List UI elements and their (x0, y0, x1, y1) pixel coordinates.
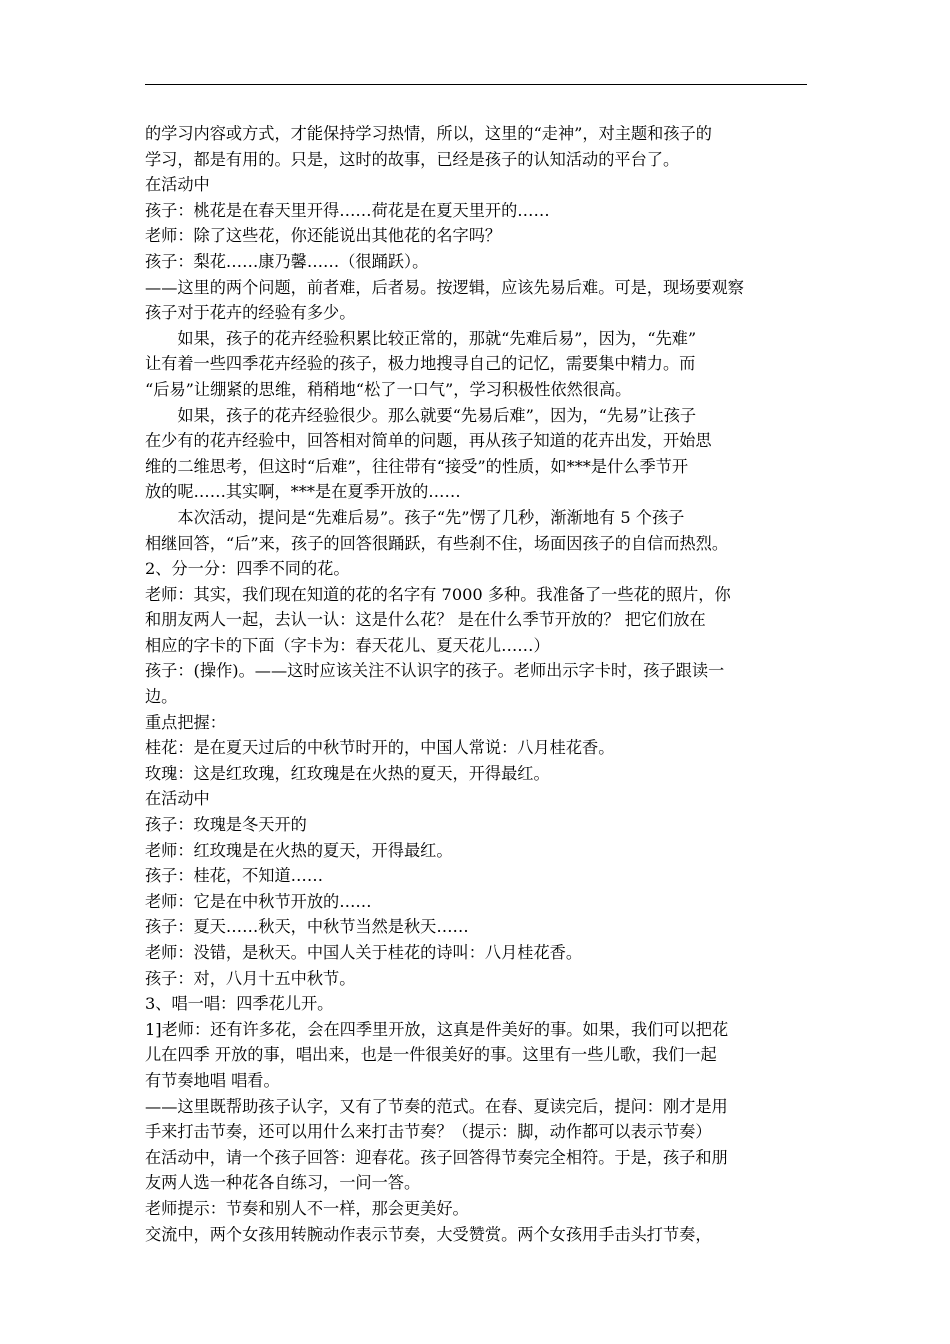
text-line: 手来打击节奏，还可以用什么来打击节奏？（提示：脚，动作都可以表示节奏） (145, 1122, 712, 1142)
text-line: 相继回答，“后”来，孩子的回答很踊跃，有些刹不住，场面因孩子的自信而热烈。 (145, 533, 729, 553)
text-line: 玫瑰：这是红玫瑰，红玫瑰是在火热的夏天，开得最红。 (145, 763, 550, 783)
text-line: 学习，都是有用的。只是，这时的故事，已经是孩子的认知活动的平台了。 (145, 149, 680, 169)
text-line: ——这里既帮助孩子认字，又有了节奏的范式。在春、夏读完后，提问：刚才是用 (145, 1096, 728, 1116)
text-line: 在少有的花卉经验中，回答相对简单的问题，再从孩子知道的花卉出发，开始思 (145, 431, 712, 451)
document-body (145, 121, 817, 1247)
text-line: 边。 (145, 687, 178, 707)
text-line: 老师：除了这些花，你还能说出其他花的名字吗？ (145, 226, 502, 246)
text-line: 老师：它是在中秋节开放的…… (145, 891, 372, 911)
text-line: 老师：其实，我们现在知道的花的名字有 7000 多种。我准备了一些花的照片，你 (145, 584, 731, 604)
header-rule (145, 84, 807, 85)
text-line: 如果，孩子的花卉经验积累比较正常的，那就“先难后易”，因为，“先难” (177, 328, 697, 348)
text-line: 孩子：玫瑰是冬天开的 (145, 815, 307, 835)
text-line: 桂花：是在夏天过后的中秋节时开的，中国人常说：八月桂花香。 (145, 738, 615, 758)
text-line: 如果，孩子的花卉经验很少。那么就要“先易后难”，因为，“先易”让孩子 (177, 405, 697, 425)
text-line: 孩子：对，八月十五中秋节。 (145, 968, 356, 988)
text-line: “后易”让绷紧的思维，稍稍地“松了一口气”，学习积极性依然很高。 (145, 379, 632, 399)
text-line: 重点把握： (145, 712, 226, 732)
text-line: 让有着一些四季花卉经验的孩子，极力地搜寻自己的记忆，需要集中精力。而 (145, 354, 696, 374)
text-line: 在活动中 (145, 789, 210, 809)
text-line: 儿在四季 开放的事，唱出来，也是一件很美好的事。这里有一些儿歌，我们一起 (145, 1045, 717, 1065)
text-line: 老师：红玫瑰是在火热的夏天，开得最红。 (145, 840, 453, 860)
text-line: 友两人选一种花各自练习，一问一答。 (145, 1173, 421, 1193)
text-line: 孩子：(操作)。——这时应该关注不认识字的孩子。老师出示字卡时，孩子跟读一 (145, 661, 725, 681)
text-line: ——这里的两个问题，前者难，后者易。按逻辑，应该先易后难。可是，现场要观察 (145, 277, 744, 297)
text-line: 交流中，两个女孩用转腕动作表示节奏，大受赞赏。两个女孩用手击头打节奏， (145, 1224, 712, 1244)
text-line: 老师：没错，是秋天。中国人关于桂花的诗叫：八月桂花香。 (145, 943, 583, 962)
text-line: 维的二维思考，但这时“后难”，往往带有“接受”的性质，如***是什么季节开 (145, 456, 689, 476)
text-line: 孩子：夏天……秋天，中秋节当然是秋天…… (145, 917, 469, 937)
text-line: 孩子对于花卉的经验有多少。 (145, 303, 356, 323)
text-line: 孩子：桂花，不知道…… (145, 866, 324, 886)
text-line: 老师提示：节奏和别人不一样，那会更美好。 (145, 1198, 469, 1218)
text-line: 的学习内容或方式，才能保持学习热情，所以，这里的“走神”，对主题和孩子的 (145, 124, 712, 143)
text-line: 在活动中 (145, 175, 210, 195)
text-line: 和朋友两人一起，去认一认：这是什么花？ 是在什么季节开放的？ 把它们放在 (145, 610, 706, 630)
text-line: 孩子：桃花是在春天里开得……荷花是在夏天里开的…… (145, 200, 550, 220)
text-line: 2、分一分：四季不同的花。 (145, 559, 350, 579)
text-line: 本次活动，提问是“先难后易”。孩子“先”愣了几秒，渐渐地有 5 个孩子 (177, 507, 685, 527)
text-line: 相应的字卡的下面（字卡为：春天花儿、夏天花儿……） (145, 635, 550, 655)
text-line: 3、唱一唱：四季花儿开。 (145, 994, 334, 1014)
text-line: 在活动中，请一个孩子回答：迎春花。孩子回答得节奏完全相符。于是，孩子和朋 (145, 1147, 728, 1167)
text-line: 1]老师：还有许多花，会在四季里开放，这真是件美好的事。如果，我们可以把花 (145, 1019, 729, 1039)
text-line: 孩子：梨花……康乃馨……（很踊跃）。 (145, 251, 429, 271)
text-line: 有节奏地唱 唱看。 (145, 1070, 280, 1090)
text-line: 放的呢……其实啊，***是在夏季开放的…… (145, 482, 461, 502)
